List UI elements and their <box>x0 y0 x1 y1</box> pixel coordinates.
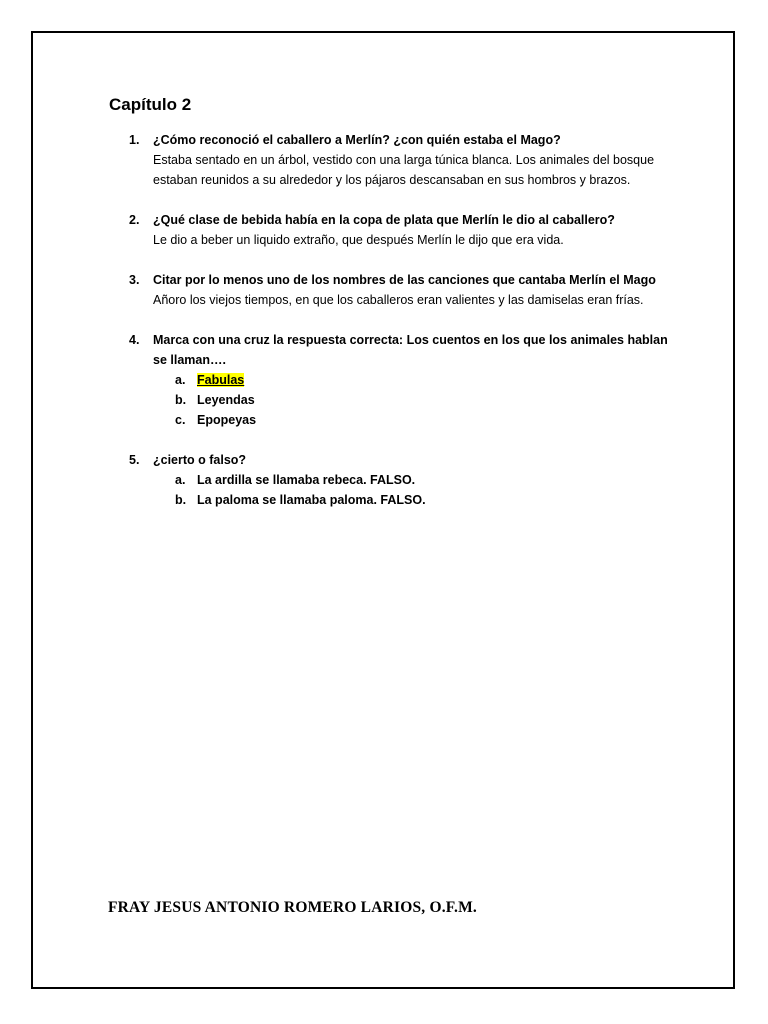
option-letter: a. <box>175 373 186 387</box>
answer-text: Añoro los viejos tiempos, en que los caballeros eran valientes y las damiselas eran frías. <box>153 293 644 307</box>
question-text: ¿Cómo reconoció el caballero a Merlín? ¿con quién estaba el Mago? <box>153 133 561 147</box>
option-list <box>153 370 669 430</box>
question-item <box>129 270 669 310</box>
answer-text: Estaba sentado en un árbol, vestido con una larga túnica blanca. Los animales del bosque estaban reunidos a su alrededor y los pájaros descansaban en sus hombros y brazos. <box>153 153 655 187</box>
option-item <box>153 390 669 410</box>
option-item <box>153 490 669 510</box>
highlighted-option-text: Fabulas <box>197 373 245 387</box>
option-item <box>153 470 669 490</box>
signature-line: FRAY JESUS ANTONIO ROMERO LARIOS, O.F.M. <box>108 899 478 916</box>
question-text: ¿cierto o falso? <box>153 453 247 467</box>
question-item <box>129 330 669 430</box>
option-text: Epopeyas <box>197 413 257 427</box>
option-text: La ardilla se llamaba rebeca. FALSO. <box>197 473 416 487</box>
question-number: 5. <box>129 453 140 467</box>
option-item <box>153 410 669 430</box>
question-number: 2. <box>129 213 140 227</box>
question-text: Marca con una cruz la respuesta correcta: Los cuentos en los que los animales hablan se llaman…. <box>153 333 668 367</box>
question-number: 3. <box>129 273 140 287</box>
question-item <box>129 210 669 250</box>
option-letter: a. <box>175 473 186 487</box>
question-number: 4. <box>129 333 140 347</box>
option-letter: c. <box>175 413 186 427</box>
question-text: ¿Qué clase de bebida había en la copa de plata que Merlín le dio al caballero? <box>153 213 615 227</box>
question-text: Citar por lo menos uno de los nombres de las canciones que cantaba Merlín el Mago <box>153 273 656 287</box>
question-item <box>129 450 669 510</box>
question-list <box>129 130 669 530</box>
option-text: Leyendas <box>197 393 255 407</box>
answer-text: Le dio a beber un liquido extraño, que después Merlín le dijo que era vida. <box>153 233 564 247</box>
option-item <box>153 370 669 390</box>
question-number: 1. <box>129 133 140 147</box>
chapter-heading: Capítulo 2 <box>109 95 192 114</box>
option-list <box>153 470 669 510</box>
question-item <box>129 130 669 190</box>
document-page <box>31 31 735 989</box>
option-letter: b. <box>175 393 187 407</box>
option-letter: b. <box>175 493 187 507</box>
option-text: La paloma se llamaba paloma. FALSO. <box>197 493 426 507</box>
